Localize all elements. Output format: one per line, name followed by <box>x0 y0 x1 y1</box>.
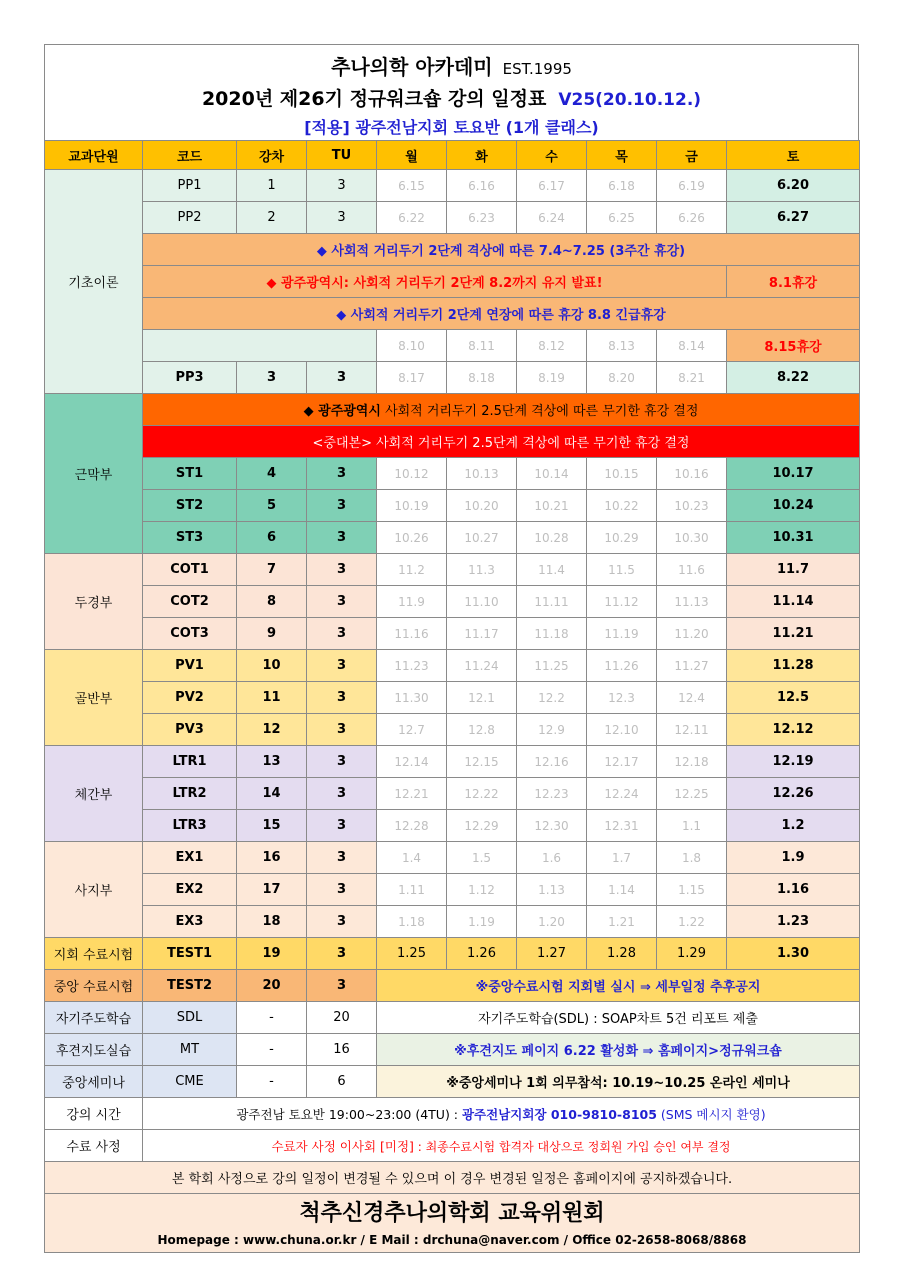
date-cell: 12.4 <box>657 682 727 714</box>
code-cell: ST2 <box>143 490 237 522</box>
table-row <box>45 202 860 234</box>
tu-cell: 3 <box>307 810 377 842</box>
date-cell: 12.30 <box>517 810 587 842</box>
table-row <box>45 874 860 906</box>
date-cell: 12.23 <box>517 778 587 810</box>
date-cell: 1.5 <box>447 842 517 874</box>
column-header-row <box>45 141 860 170</box>
contact-line: Homepage : www.chuna.or.kr / E Mail : drchuna@naver.com / Office 02-2658-8068/8868 <box>45 1228 860 1253</box>
tu-cell: 16 <box>307 1034 377 1066</box>
date-cell: 1.27 <box>517 938 587 970</box>
date-cell: 10.19 <box>377 490 447 522</box>
table-row <box>45 554 860 586</box>
unit-cell: 중앙세미나 <box>45 1066 143 1098</box>
date-cell: 11.12 <box>587 586 657 618</box>
code-cell: LTR2 <box>143 778 237 810</box>
date-cell: 8.12 <box>517 330 587 362</box>
date-cell: 8.18 <box>447 362 517 394</box>
date-cell: 12.1 <box>447 682 517 714</box>
sat-date-cell: 6.20 <box>727 170 860 202</box>
col-tue: 화 <box>447 141 517 170</box>
date-cell: 11.24 <box>447 650 517 682</box>
date-cell: 11.16 <box>377 618 447 650</box>
tu-cell: 3 <box>307 778 377 810</box>
date-cell: 8.14 <box>657 330 727 362</box>
date-cell: 12.16 <box>517 746 587 778</box>
date-cell: 11.2 <box>377 554 447 586</box>
date-cell: 10.13 <box>447 458 517 490</box>
table-row <box>45 586 860 618</box>
subtitle-text: 2020년 제26기 정규워크숍 강의 일정표 <box>201 88 547 110</box>
date-cell: 10.27 <box>447 522 517 554</box>
tu-cell: 3 <box>307 202 377 234</box>
date-cell: 10.16 <box>657 458 727 490</box>
section-fascia: 근막부 <box>45 394 143 554</box>
lecture-cell: 1 <box>237 170 307 202</box>
sat-date-cell: 1.9 <box>727 842 860 874</box>
lecture-cell: 5 <box>237 490 307 522</box>
grad-text-a: 수료자 사정 이사회 [미정] <box>271 1138 414 1154</box>
code-cell: PP3 <box>143 362 237 394</box>
notice-row <box>45 426 860 458</box>
lecture-cell: 8 <box>237 586 307 618</box>
time-value <box>143 1098 860 1130</box>
date-cell: 12.28 <box>377 810 447 842</box>
test2-note: ※중앙수료시험 지회별 실시 ⇒ 세부일정 추후공지 <box>377 970 860 1002</box>
notice-break-july: ◆ 사회적 거리두기 2단계 격상에 따른 7.4~7.25 (3주간 휴강) <box>143 234 860 266</box>
title-text: 추나의학 아카데미 <box>331 55 493 79</box>
date-cell: 11.3 <box>447 554 517 586</box>
date-cell: 11.9 <box>377 586 447 618</box>
date-cell: 1.26 <box>447 938 517 970</box>
table-row <box>45 522 860 554</box>
date-cell: 12.31 <box>587 810 657 842</box>
code-cell: EX3 <box>143 906 237 938</box>
table-row <box>45 746 860 778</box>
section-head-neck: 두경부 <box>45 554 143 650</box>
date-cell: 1.12 <box>447 874 517 906</box>
date-cell: 12.25 <box>657 778 727 810</box>
lecture-cell: 12 <box>237 714 307 746</box>
code-cell: ST1 <box>143 458 237 490</box>
date-cell: 11.6 <box>657 554 727 586</box>
mt-note: ※후견지도 페이지 6.22 활성화 ⇒ 홈페이지>정규워크숍 <box>377 1034 860 1066</box>
lecture-cell: 19 <box>237 938 307 970</box>
date-cell: 10.14 <box>517 458 587 490</box>
time-label: 강의 시간 <box>45 1098 143 1130</box>
lecture-cell: 18 <box>237 906 307 938</box>
table-row <box>45 362 860 394</box>
schedule-sheet <box>44 44 859 1253</box>
date-cell: 8.19 <box>517 362 587 394</box>
lecture-cell: 11 <box>237 682 307 714</box>
date-cell: 12.10 <box>587 714 657 746</box>
code-cell: LTR1 <box>143 746 237 778</box>
version-text: V25(20.10.12.) <box>558 90 702 110</box>
date-cell: 8.21 <box>657 362 727 394</box>
col-wed: 수 <box>517 141 587 170</box>
code-cell: PV3 <box>143 714 237 746</box>
date-cell: 10.12 <box>377 458 447 490</box>
lecture-cell: 2 <box>237 202 307 234</box>
code-cell: PP2 <box>143 202 237 234</box>
code-cell: PV2 <box>143 682 237 714</box>
empty-code-cell <box>143 330 377 362</box>
lecture-cell: 20 <box>237 970 307 1002</box>
code-cell: LTR3 <box>143 810 237 842</box>
tu-cell: 3 <box>307 746 377 778</box>
code-cell: SDL <box>143 1002 237 1034</box>
notice-emergency-break: ◆ 사회적 거리두기 2단계 연장에 따른 휴강 8.8 긴급휴강 <box>143 298 860 330</box>
notice-central-indefinite: <중대본> 사회적 거리두기 2.5단계 격상에 따른 무기한 휴강 결정 <box>143 426 860 458</box>
lecture-time-row <box>45 1098 860 1130</box>
date-cell: 6.25 <box>587 202 657 234</box>
test1-row <box>45 938 860 970</box>
unit-cell: 지회 수료시험 <box>45 938 143 970</box>
date-cell: 1.6 <box>517 842 587 874</box>
notice-gwangju-indefinite <box>143 394 860 426</box>
test2-row <box>45 970 860 1002</box>
col-sat: 토 <box>727 141 860 170</box>
date-cell: 11.26 <box>587 650 657 682</box>
time-text: 광주전남 토요반 19:00~23:00 (4TU) : <box>236 1106 462 1122</box>
table-row <box>45 714 860 746</box>
date-cell: 11.13 <box>657 586 727 618</box>
date-cell: 1.7 <box>587 842 657 874</box>
date-cell: 10.29 <box>587 522 657 554</box>
sat-date-cell: 12.5 <box>727 682 860 714</box>
sat-date-cell: 11.21 <box>727 618 860 650</box>
header-box <box>44 44 859 140</box>
lecture-cell: 13 <box>237 746 307 778</box>
date-cell: 1.19 <box>447 906 517 938</box>
table-row <box>45 458 860 490</box>
sat-date-cell: 12.12 <box>727 714 860 746</box>
code-cell: EX1 <box>143 842 237 874</box>
date-cell: 8.13 <box>587 330 657 362</box>
code-cell: COT1 <box>143 554 237 586</box>
date-cell: 12.17 <box>587 746 657 778</box>
col-thu: 목 <box>587 141 657 170</box>
notice-line-row <box>45 1162 860 1194</box>
footer-contact-row <box>45 1228 860 1253</box>
schedule-subtitle <box>45 80 858 111</box>
date-cell: 10.30 <box>657 522 727 554</box>
date-cell: 1.14 <box>587 874 657 906</box>
date-cell: 1.29 <box>657 938 727 970</box>
date-cell: 6.22 <box>377 202 447 234</box>
date-cell: 12.29 <box>447 810 517 842</box>
tu-cell: 3 <box>307 522 377 554</box>
sms-text: (SMS 메시지 환영) <box>656 1106 766 1122</box>
schedule-change-notice: 본 학회 사정으로 강의 일정이 변경될 수 있으며 이 경우 변경된 일정은 홈페이지에 공지하겠습니다. <box>45 1162 860 1194</box>
date-cell: 12.3 <box>587 682 657 714</box>
lecture-cell: 15 <box>237 810 307 842</box>
table-row <box>45 778 860 810</box>
table-row <box>45 170 860 202</box>
date-cell: 10.20 <box>447 490 517 522</box>
notice-body: 사회적 거리두기 2.5단계 격상에 따른 무기한 휴강 결정 <box>380 404 699 419</box>
date-cell: 1.8 <box>657 842 727 874</box>
date-cell: 1.1 <box>657 810 727 842</box>
section-trunk: 체간부 <box>45 746 143 842</box>
tu-cell: 3 <box>307 970 377 1002</box>
tu-cell: 3 <box>307 906 377 938</box>
lecture-cell: - <box>237 1066 307 1098</box>
tu-cell: 3 <box>307 170 377 202</box>
date-cell: 1.21 <box>587 906 657 938</box>
sat-date-cell: 1.30 <box>727 938 860 970</box>
tu-cell: 3 <box>307 458 377 490</box>
date-cell: 11.18 <box>517 618 587 650</box>
date-cell: 12.9 <box>517 714 587 746</box>
code-cell: COT2 <box>143 586 237 618</box>
tu-cell: 3 <box>307 682 377 714</box>
table-row <box>45 810 860 842</box>
grad-label: 수료 사정 <box>45 1130 143 1162</box>
sat-date-cell: 6.27 <box>727 202 860 234</box>
date-cell: 12.24 <box>587 778 657 810</box>
date-cell: 6.15 <box>377 170 447 202</box>
lecture-cell: 14 <box>237 778 307 810</box>
tu-cell: 3 <box>307 874 377 906</box>
tu-cell: 3 <box>307 362 377 394</box>
lecture-cell: - <box>237 1034 307 1066</box>
unit-cell: 후견지도실습 <box>45 1034 143 1066</box>
col-tu: TU <box>307 141 377 170</box>
date-cell: 10.26 <box>377 522 447 554</box>
date-cell: 11.10 <box>447 586 517 618</box>
lecture-cell: 6 <box>237 522 307 554</box>
code-cell: PP1 <box>143 170 237 202</box>
lecture-cell: 9 <box>237 618 307 650</box>
date-cell: 6.19 <box>657 170 727 202</box>
lecture-cell: 16 <box>237 842 307 874</box>
date-cell: 6.26 <box>657 202 727 234</box>
date-cell: 6.17 <box>517 170 587 202</box>
tu-cell: 20 <box>307 1002 377 1034</box>
cme-note: ※중앙세미나 1회 의무참석: 10.19~10.25 온라인 세미나 <box>377 1066 860 1098</box>
tu-cell: 3 <box>307 490 377 522</box>
date-cell: 11.27 <box>657 650 727 682</box>
cme-row <box>45 1066 860 1098</box>
academy-title <box>45 45 858 80</box>
table-row <box>45 906 860 938</box>
code-cell: TEST2 <box>143 970 237 1002</box>
tu-cell: 3 <box>307 650 377 682</box>
date-cell: 10.15 <box>587 458 657 490</box>
date-cell: 6.23 <box>447 202 517 234</box>
lecture-cell: 4 <box>237 458 307 490</box>
table-row <box>45 842 860 874</box>
col-mon: 월 <box>377 141 447 170</box>
date-cell: 11.11 <box>517 586 587 618</box>
date-cell: 10.21 <box>517 490 587 522</box>
notice-row <box>45 394 860 426</box>
lecture-cell: 7 <box>237 554 307 586</box>
col-code: 코드 <box>143 141 237 170</box>
scope-line: [적용] 광주전남지회 토요반 (1개 클래스) <box>304 118 599 137</box>
code-cell: CME <box>143 1066 237 1098</box>
code-cell: ST3 <box>143 522 237 554</box>
col-fri: 금 <box>657 141 727 170</box>
date-cell: 8.11 <box>447 330 517 362</box>
lecture-cell: - <box>237 1002 307 1034</box>
grad-value <box>143 1130 860 1162</box>
date-cell: 8.10 <box>377 330 447 362</box>
tu-cell: 3 <box>307 554 377 586</box>
schedule-table <box>44 140 860 1253</box>
notice-row <box>45 298 860 330</box>
sat-date-cell: 11.14 <box>727 586 860 618</box>
sat-date-cell: 1.23 <box>727 906 860 938</box>
date-cell: 1.22 <box>657 906 727 938</box>
date-cell: 12.7 <box>377 714 447 746</box>
date-cell: 11.25 <box>517 650 587 682</box>
date-cell: 11.4 <box>517 554 587 586</box>
date-cell: 12.15 <box>447 746 517 778</box>
graduation-row <box>45 1130 860 1162</box>
lecture-cell: 10 <box>237 650 307 682</box>
date-cell: 12.18 <box>657 746 727 778</box>
date-cell: 10.22 <box>587 490 657 522</box>
sdl-note: 자기주도학습(SDL) : SOAP차트 5건 리포트 제출 <box>377 1002 860 1034</box>
date-cell: 12.8 <box>447 714 517 746</box>
tu-cell: 3 <box>307 586 377 618</box>
date-cell: 11.19 <box>587 618 657 650</box>
sat-date-cell: 10.24 <box>727 490 860 522</box>
sat-date-cell: 12.19 <box>727 746 860 778</box>
col-unit: 교과단원 <box>45 141 143 170</box>
date-cell: 12.21 <box>377 778 447 810</box>
date-cell: 6.18 <box>587 170 657 202</box>
table-row <box>45 650 860 682</box>
date-cell: 12.11 <box>657 714 727 746</box>
code-cell: MT <box>143 1034 237 1066</box>
sat-break-cell: 8.15휴강 <box>727 330 860 362</box>
sat-date-cell: 11.28 <box>727 650 860 682</box>
sat-date-cell: 12.26 <box>727 778 860 810</box>
date-cell: 11.20 <box>657 618 727 650</box>
code-cell: TEST1 <box>143 938 237 970</box>
date-cell: 12.14 <box>377 746 447 778</box>
date-cell: 8.17 <box>377 362 447 394</box>
date-cell: 12.2 <box>517 682 587 714</box>
code-cell: EX2 <box>143 874 237 906</box>
date-cell: 1.20 <box>517 906 587 938</box>
date-cell: 1.13 <box>517 874 587 906</box>
sat-date-cell: 1.16 <box>727 874 860 906</box>
sat-date-cell: 10.31 <box>727 522 860 554</box>
date-cell: 10.28 <box>517 522 587 554</box>
date-cell: 11.17 <box>447 618 517 650</box>
date-cell: 6.16 <box>447 170 517 202</box>
table-row <box>45 490 860 522</box>
table-row <box>45 618 860 650</box>
section-pelvis: 골반부 <box>45 650 143 746</box>
notice-row <box>45 234 860 266</box>
notice-gwangju-aug: ◆ 광주광역시: 사회적 거리두기 2단계 8.2까지 유지 발표! <box>143 266 727 298</box>
sat-date-cell: 11.7 <box>727 554 860 586</box>
date-cell: 1.11 <box>377 874 447 906</box>
sat-date-cell: 8.22 <box>727 362 860 394</box>
lecture-cell: 17 <box>237 874 307 906</box>
date-cell: 12.22 <box>447 778 517 810</box>
grad-text-b: : 최종수료시험 합격자 대상으로 정회원 가입 승인 여부 결정 <box>413 1139 731 1154</box>
date-cell: 1.4 <box>377 842 447 874</box>
section-basic: 기초이론 <box>45 170 143 394</box>
date-cell: 1.18 <box>377 906 447 938</box>
date-cell: 8.20 <box>587 362 657 394</box>
sat-break-cell: 8.1휴강 <box>727 266 860 298</box>
tu-cell: 3 <box>307 938 377 970</box>
date-cell: 11.30 <box>377 682 447 714</box>
code-cell: PV1 <box>143 650 237 682</box>
sat-date-cell: 1.2 <box>727 810 860 842</box>
tu-cell: 3 <box>307 842 377 874</box>
table-row <box>45 682 860 714</box>
date-cell: 1.15 <box>657 874 727 906</box>
table-row <box>45 330 860 362</box>
col-lecture: 강차 <box>237 141 307 170</box>
footer-org-row <box>45 1194 860 1229</box>
tu-cell: 3 <box>307 714 377 746</box>
notice-row <box>45 266 860 298</box>
tu-cell: 3 <box>307 618 377 650</box>
section-limbs: 사지부 <box>45 842 143 938</box>
date-cell: 11.23 <box>377 650 447 682</box>
date-cell: 1.28 <box>587 938 657 970</box>
date-cell: 6.24 <box>517 202 587 234</box>
notice-prefix: ◆ 광주광역시 <box>303 404 381 419</box>
unit-cell: 중앙 수료시험 <box>45 970 143 1002</box>
est-text: EST.1995 <box>502 60 572 78</box>
org-name: 척추신경추나의학회 교육위원회 <box>45 1194 860 1229</box>
date-cell: 1.25 <box>377 938 447 970</box>
lecture-cell: 3 <box>237 362 307 394</box>
date-cell: 11.5 <box>587 554 657 586</box>
unit-cell: 자기주도학습 <box>45 1002 143 1034</box>
code-cell: COT3 <box>143 618 237 650</box>
sdl-row <box>45 1002 860 1034</box>
date-cell: 10.23 <box>657 490 727 522</box>
mt-row <box>45 1034 860 1066</box>
tu-cell: 6 <box>307 1066 377 1098</box>
contact-text: 광주전남지회장 010-9810-8105 <box>461 1106 657 1122</box>
sat-date-cell: 10.17 <box>727 458 860 490</box>
